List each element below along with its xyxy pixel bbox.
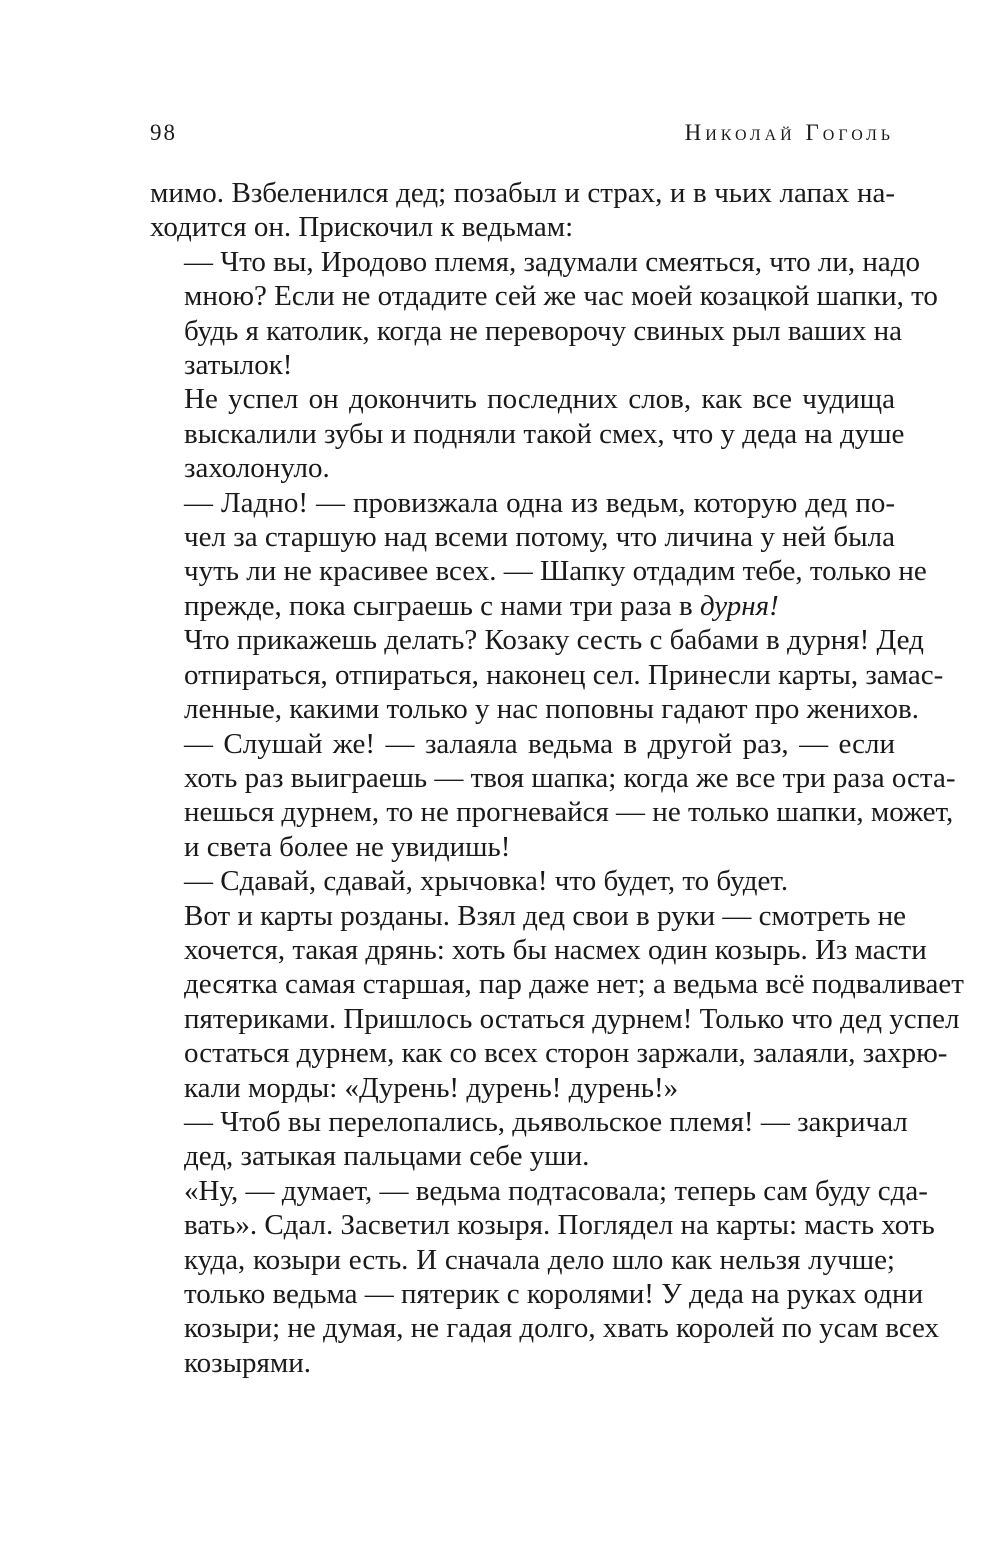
text-line: захолонуло. xyxy=(184,452,330,485)
text-line: десятка самая старшая, пар даже нет; а ведьма всё подваливает xyxy=(184,968,964,1001)
paragraph xyxy=(150,727,956,865)
text-line: — Ладно! — провизжала одна из ведьм, которую дед по- xyxy=(184,486,895,519)
text-line: нешься дурнем, то не прогневайся — не только шапки, может, xyxy=(184,796,954,829)
paragraph xyxy=(150,899,964,1105)
text-line: — Сдавай, сдавай, хрычовка! что будет, то будет. xyxy=(184,865,789,898)
text-line: Вот и карты розданы. Взял дед свои в руки — смотреть не xyxy=(184,899,906,932)
text-line: — Чтоб вы перелопались, дьявольское племя! — закричал xyxy=(184,1105,908,1138)
text-line: дед, затыкая пальцами себе уши. xyxy=(184,1140,590,1173)
text-line: отпираться, отпираться, наконец сел. Принесли карты, замас- xyxy=(184,658,944,691)
text-line: Не успел он докончить последних слов, как все чудища xyxy=(184,383,895,416)
text-line: пятериками. Пришлось остаться дурнем! Только что дед успел xyxy=(184,1002,960,1035)
paragraph xyxy=(150,176,895,245)
text-line: Что прикажешь делать? Козаку сесть с бабами в дурня! Дед xyxy=(184,624,924,657)
emphasis: дурня! xyxy=(699,589,779,622)
text-line: вать». Сдал. Засветил козыря. Поглядел на карты: масть хоть xyxy=(184,1209,935,1242)
text-line: — Слушай же! — залаяла ведьма в другой раз, — если xyxy=(184,727,895,760)
text-line: козыри; не думая, не гадая долго, хвать королей по усам всех xyxy=(184,1312,940,1345)
paragraph xyxy=(150,864,895,898)
text-line: кали морды: «Дурень! дурень! дурень!» xyxy=(184,1071,679,1104)
paragraph xyxy=(150,1105,908,1174)
text-line: ленные, какими только у нас поповны гадают про женихов. xyxy=(184,693,919,726)
text-line: ходится он. Прискочил к ведьмам: xyxy=(150,211,574,244)
page-number: 98 xyxy=(150,120,177,145)
text-line: козырями. xyxy=(184,1346,312,1379)
page-header xyxy=(150,120,894,156)
text-line: куда, козыри есть. И сначала дело шло как нельзя лучше; xyxy=(184,1243,895,1276)
text-line: выскалили зубы и подняли такой смех, что у деда на душе xyxy=(184,417,905,450)
paragraph xyxy=(150,382,905,485)
paragraph xyxy=(150,623,944,726)
text-line: — Что вы, Иродово племя, задумали смеяться, что ли, надо xyxy=(184,245,921,278)
text-line: «Ну, — думает, — ведьма подтасовала; теперь сам буду сда- xyxy=(184,1174,928,1207)
text-line: остаться дурнем, как со всех сторон заржали, залаяли, захрю- xyxy=(184,1037,948,1070)
paragraph xyxy=(150,245,938,383)
text-line: только ведьма — пятерик с королями! У деда на руках одни xyxy=(184,1278,924,1310)
text-line: хоть раз выиграешь — твоя шапка; когда же все три раза оста- xyxy=(184,761,956,794)
body-text xyxy=(150,176,964,1380)
text-line: хочется, такая дрянь: хоть бы насмех один козырь. Из масти xyxy=(184,933,927,966)
paragraph xyxy=(150,486,927,624)
text-line: мною? Если не отдадите сей же час моей козацкой шапки, то xyxy=(184,280,938,313)
text-line: мимо. Взбеленился дед; позабыл и страх, и в чьих лапах на- xyxy=(150,177,895,209)
text-line: чуть ли не красивее всех. — Шапку отдадим тебе, только не xyxy=(184,555,927,588)
paragraph xyxy=(150,1174,940,1380)
text-line: затылок! xyxy=(184,349,293,382)
running-title: Николай Гоголь xyxy=(684,120,894,145)
text-line: и света более не увидишь! xyxy=(184,830,511,863)
text-line: будь я католик, когда не переворочу свиных рыл ваших на xyxy=(184,314,903,347)
text-line: чел за старшую над всеми потому, что личина у ней была xyxy=(184,521,895,554)
text-line: прежде, пока сыграешь с нами три раза в дурня! xyxy=(184,589,779,622)
